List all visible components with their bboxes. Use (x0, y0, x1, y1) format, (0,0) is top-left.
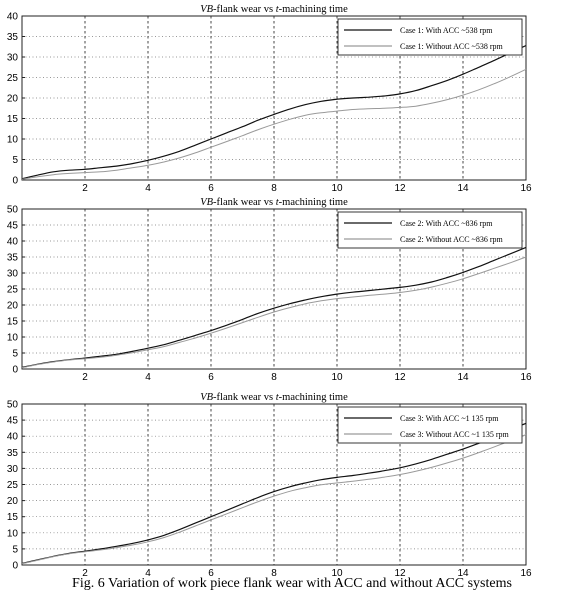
chart-panel-3 (7, 392, 532, 579)
x-tick-label: 12 (394, 183, 406, 194)
y-tick-label: 30 (6, 268, 18, 280)
y-tick-label: 10 (6, 528, 18, 540)
y-tick-label: 40 (6, 431, 18, 443)
y-tick-label: 20 (6, 93, 18, 105)
y-tick-label: 25 (6, 284, 18, 296)
x-tick-label: 14 (457, 372, 469, 383)
legend-label: Case 1: With ACC ~538 rpm (400, 26, 493, 35)
y-tick-label: 45 (6, 415, 18, 427)
y-tick-label: 10 (6, 134, 18, 146)
y-tick-label: 0 (12, 364, 18, 376)
x-tick-label: 8 (271, 568, 277, 579)
x-tick-label: 10 (331, 183, 343, 194)
legend-label: Case 1: Without ACC ~538 rpm (400, 42, 503, 51)
legend-label: Case 3: Without ACC ~1 135 rpm (400, 430, 509, 439)
x-tick-label: 12 (394, 372, 406, 383)
y-tick-label: 40 (6, 11, 18, 23)
y-tick-label: 0 (12, 560, 18, 572)
x-tick-label: 12 (394, 568, 406, 579)
y-tick-label: 50 (6, 399, 18, 411)
x-tick-label: 16 (520, 183, 532, 194)
y-tick-label: 45 (6, 220, 18, 232)
chart-panel-2 (7, 197, 532, 383)
y-tick-label: 35 (6, 447, 18, 459)
y-tick-label: 25 (6, 480, 18, 491)
x-tick-label: 8 (271, 183, 277, 194)
y-tick-label: 30 (6, 463, 18, 475)
x-tick-label: 16 (520, 372, 532, 383)
x-tick-label: 10 (331, 372, 343, 383)
x-tick-label: 6 (208, 183, 214, 194)
y-tick-label: 25 (6, 73, 18, 84)
y-tick-label: 15 (6, 316, 18, 328)
y-tick-label: 50 (6, 204, 18, 216)
x-tick-label: 4 (145, 183, 151, 194)
y-tick-label: 10 (6, 332, 18, 344)
x-tick-label: 14 (457, 568, 469, 579)
legend-label: Case 3: With ACC ~1 135 rpm (400, 414, 499, 423)
y-tick-label: 20 (6, 300, 18, 312)
y-tick-label: 15 (6, 512, 18, 524)
x-tick-label: 4 (145, 568, 151, 579)
legend-label: Case 2: Without ACC ~836 rpm (400, 235, 503, 244)
y-tick-label: 15 (6, 114, 18, 125)
chart-title: VB-flank wear vs t-machining time (200, 392, 348, 403)
x-tick-label: 16 (520, 568, 532, 579)
y-tick-label: 5 (12, 544, 18, 556)
y-tick-label: 40 (6, 236, 18, 248)
y-tick-label: 5 (12, 348, 18, 360)
y-tick-label: 20 (6, 496, 18, 508)
x-tick-label: 6 (208, 568, 214, 579)
y-tick-label: 5 (12, 155, 18, 166)
legend-label: Case 2: With ACC ~836 rpm (400, 219, 493, 228)
x-tick-label: 2 (82, 568, 88, 579)
figure-caption: Fig. 6 Variation of work piece flank wear with ACC and without ACC systems (72, 576, 512, 591)
x-tick-label: 6 (208, 372, 214, 383)
x-tick-label: 2 (82, 183, 88, 194)
chart-panel-1 (7, 4, 532, 194)
y-tick-label: 0 (12, 175, 18, 187)
x-tick-label: 10 (331, 568, 343, 579)
x-tick-label: 4 (145, 372, 151, 383)
y-tick-label: 35 (6, 252, 18, 264)
x-tick-label: 14 (457, 183, 469, 194)
x-tick-label: 2 (82, 372, 88, 383)
chart-title: VB-flank wear vs t-machining time (200, 4, 348, 15)
x-tick-label: 8 (271, 372, 277, 383)
y-tick-label: 35 (6, 32, 18, 43)
chart-title: VB-flank wear vs t-machining time (200, 197, 348, 208)
y-tick-label: 30 (6, 52, 18, 64)
